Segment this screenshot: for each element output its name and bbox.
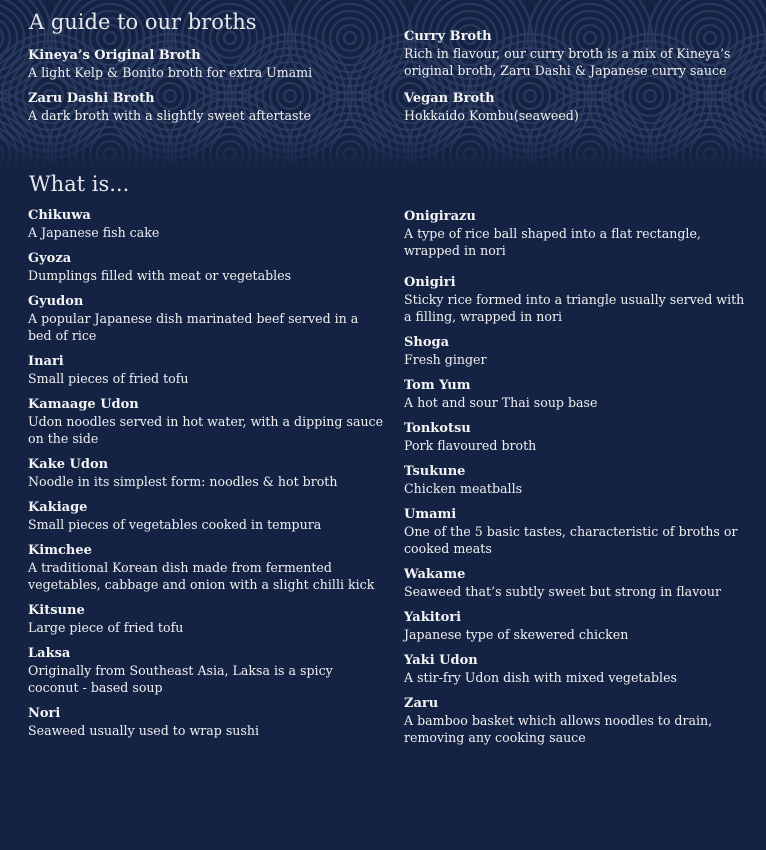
broth-definition: A light Kelp & Bonito broth for extra Umami [28,65,313,80]
glossary-entry [28,645,384,696]
glossary-entry [404,377,749,411]
glossary-term: Yakitori [404,610,462,625]
glossary-definition: A hot and sour Thai soup base [404,395,598,410]
glossary-right-column [404,208,749,746]
glossary-definition: One of the 5 basic tastes, characteristic of broths or cooked meats [404,524,738,556]
glossary-definition: Seaweed that’s subtly sweet but strong in flavour [404,584,722,599]
broth-term: Curry Broth [404,29,492,44]
broth-entry [404,28,754,79]
glossary-term: Nori [28,706,61,721]
glossary-entry [404,334,749,368]
broth-definition: Hokkaido Kombu(seaweed) [404,108,579,123]
broth-entry [28,47,378,81]
glossary-entry [404,609,749,643]
broth-term: Kineya’s Original Broth [28,48,201,63]
glossary-term: Zaru [404,696,439,711]
glossary-term: Inari [28,354,64,369]
glossary-entry [28,705,384,739]
glossary-entry [28,293,384,344]
glossary-definition: A Japanese fish cake [28,225,160,240]
glossary-term: Kakiage [28,500,88,515]
glossary-term: Kake Udon [28,457,109,472]
glossary-term: Kamaage Udon [28,397,139,412]
glossary-term: Onigirazu [404,209,476,224]
glossary-term: Tom Yum [404,378,471,393]
glossary-definition: A bamboo basket which allows noodles to drain, removing any cooking sauce [404,713,713,745]
glossary-term: Shoga [404,335,450,350]
glossary-definition: Small pieces of fried tofu [28,371,189,386]
glossary-entry [28,499,384,533]
glossary-term: Wakame [404,567,466,582]
glossary-entry [404,506,749,557]
glossary-left-column [28,207,384,739]
broth-term: Vegan Broth [404,91,495,106]
glossary-term: Umami [404,507,457,522]
glossary-entry [404,208,749,259]
glossary-term: Kimchee [28,543,92,558]
glossary-term: Yaki Udon [404,653,478,668]
glossary-definition: Chicken meatballs [404,481,523,496]
broths-left-column [28,47,378,124]
broths-heading: A guide to our broths [29,10,257,34]
glossary-entry [404,695,749,746]
glossary-entry [404,463,749,497]
glossary-entry [28,456,384,490]
glossary-term: Chikuwa [28,208,91,223]
glossary-term: Onigiri [404,275,456,290]
glossary-entry [28,396,384,447]
glossary-definition: A type of rice ball shaped into a flat rectangle, wrapped in nori [404,226,701,258]
broth-entry [404,90,754,124]
glossary-term: Kitsune [28,603,85,618]
glossary-definition: A popular Japanese dish marinated beef served in a bed of rice [28,311,359,343]
broth-definition: Rich in flavour, our curry broth is a mix of Kineya’s original broth, Zaru Dashi & Japanese curry sauce [404,46,731,78]
glossary-definition: Small pieces of vegetables cooked in tempura [28,517,322,532]
glossary-entry [28,353,384,387]
glossary-term: Gyoza [28,251,72,266]
glossary-definition: Pork flavoured broth [404,438,537,453]
glossary-term: Tonkotsu [404,421,471,436]
broth-term: Zaru Dashi Broth [28,91,155,106]
glossary-definition: Large piece of fried tofu [28,620,184,635]
broth-entry [28,90,378,124]
glossary-definition: Noodle in its simplest form: noodles & hot broth [28,474,338,489]
glossary-term: Tsukune [404,464,466,479]
glossary-definition: Originally from Southeast Asia, Laksa is a spicy coconut - based soup [28,663,333,695]
glossary-term: Laksa [28,646,71,661]
glossary-heading: What is... [29,172,130,196]
broths-right-column [404,28,754,124]
glossary-entry [404,652,749,686]
glossary-entry [404,274,749,325]
glossary-definition: Fresh ginger [404,352,487,367]
glossary-entry [404,566,749,600]
glossary-entry [28,602,384,636]
glossary-term: Gyudon [28,294,84,309]
glossary-definition: A stir-fry Udon dish with mixed vegetables [404,670,677,685]
glossary-entry [28,207,384,241]
glossary-definition: Sticky rice formed into a triangle usually served with a filling, wrapped in nori [404,292,745,324]
glossary-definition: Dumplings filled with meat or vegetables [28,268,292,283]
glossary-definition: Udon noodles served in hot water, with a dipping sauce on the side [28,414,384,446]
glossary-definition: Japanese type of skewered chicken [404,627,629,642]
glossary-definition: A traditional Korean dish made from fermented vegetables, cabbage and onion with a slight chilli kick [28,560,375,592]
glossary-entry [28,250,384,284]
glossary-definition: Seaweed usually used to wrap sushi [28,723,259,738]
glossary-entry [28,542,384,593]
glossary-entry [404,420,749,454]
broth-definition: A dark broth with a slightly sweet aftertaste [28,108,312,123]
